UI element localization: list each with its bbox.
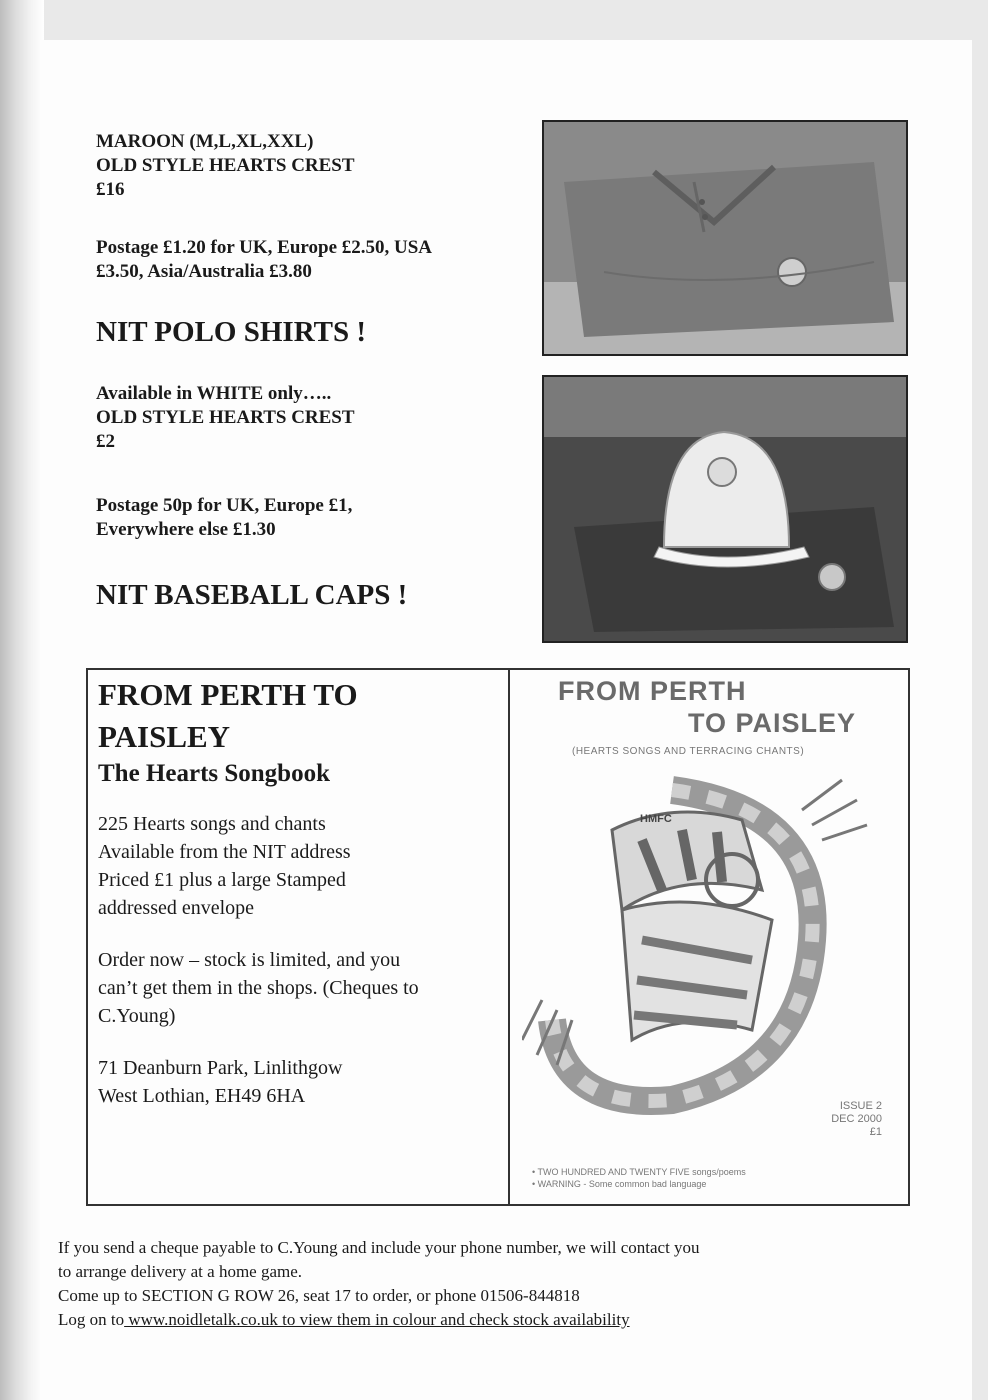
footer-line4-prefix: Log on to <box>58 1310 125 1329</box>
binding-edge <box>0 0 44 1400</box>
website-link[interactable]: www.noidletalk.co.uk to view them in colour and check stock availability <box>124 1310 630 1329</box>
folded-polo-shirt-photo-icon <box>544 122 906 354</box>
cover-issue-block <box>812 1100 882 1139</box>
songbook-divider <box>508 670 510 1204</box>
cover-issue: ISSUE 2 <box>839 1100 882 1112</box>
hearts-scarf-illustration-icon <box>522 770 902 1140</box>
songbook-desc-line2: Available from the NIT address <box>98 841 351 863</box>
songbook-address <box>98 1054 498 1110</box>
caps-postage <box>96 494 536 542</box>
songbook-description <box>98 810 498 922</box>
footer-line4 <box>58 1308 958 1332</box>
polo-color-sizes: MAROON (M,L,XL,XXL) <box>96 131 314 152</box>
baseball-cap-photo-icon <box>544 377 906 641</box>
polo-price: £16 <box>96 179 125 200</box>
songbook-order <box>98 946 498 1030</box>
songbook-address-line2: West Lothian, EH49 6HA <box>98 1085 306 1107</box>
polo-postage <box>96 236 536 284</box>
caps-crest: OLD STYLE HEARTS CREST <box>96 407 355 428</box>
cover-date: DEC 2000 <box>831 1113 882 1125</box>
songbook-subtitle: The Hearts Songbook <box>98 760 330 787</box>
songbook-order-line3: C.Young) <box>98 1005 176 1027</box>
caps-details <box>96 382 536 454</box>
cap-photo <box>542 375 908 643</box>
caps-price: £2 <box>96 431 115 452</box>
footer-line2: to arrange delivery at a home game. <box>58 1262 303 1281</box>
scarf-text: HMFC <box>640 813 672 825</box>
caps-postage-line1: Postage 50p for UK, Europe £1, <box>96 495 353 516</box>
songbook-ad <box>86 668 910 1206</box>
footer <box>58 1236 958 1332</box>
footer-line3: Come up to SECTION G ROW 26, seat 17 to order, or phone 01506-844818 <box>58 1286 580 1305</box>
caps-headline: NIT BASEBALL CAPS ! <box>96 579 408 611</box>
polo-crest: OLD STYLE HEARTS CREST <box>96 155 355 176</box>
songbook-order-line2: can’t get them in the shops. (Cheques to <box>98 977 419 999</box>
songbook-title-line1: FROM PERTH TO <box>98 677 358 712</box>
magazine-page <box>40 40 972 1400</box>
caps-availability: Available in WHITE only….. <box>96 383 332 404</box>
songbook-address-line1: 71 Deanburn Park, Linlithgow <box>98 1057 343 1079</box>
polo-postage-line2: £3.50, Asia/Australia £3.80 <box>96 261 312 282</box>
songbook-cover <box>512 670 910 1204</box>
polo-postage-line1: Postage £1.20 for UK, Europe £2.50, USA <box>96 237 433 258</box>
polo-headline: NIT POLO SHIRTS ! <box>96 316 366 348</box>
songbook-order-line1: Order now – stock is limited, and you <box>98 949 401 971</box>
cover-title-line1: FROM PERTH <box>558 676 747 706</box>
songbook-title-line2: PAISLEY <box>98 719 231 754</box>
footer-line1: If you send a cheque payable to C.Young and include your phone number, we will contact you <box>58 1238 700 1257</box>
songbook-desc-line1: 225 Hearts songs and chants <box>98 813 326 835</box>
cover-price: £1 <box>869 1126 882 1138</box>
songbook-desc-line4: addressed envelope <box>98 897 255 919</box>
caps-postage-line2: Everywhere else £1.30 <box>96 519 276 540</box>
songbook-desc-line3: Priced £1 plus a large Stamped <box>98 869 346 891</box>
cover-bullet2: WARNING - Some common bad language <box>537 1179 707 1189</box>
cover-bullet1: TWO HUNDRED AND TWENTY FIVE songs/poems <box>537 1167 746 1177</box>
cover-title-line2: TO PAISLEY <box>688 708 857 738</box>
songbook-text <box>98 674 498 1110</box>
cover-bullets: • TWO HUNDRED AND TWENTY FIVE songs/poems • WARNING - Some common bad language <box>532 1167 746 1189</box>
shirt-photo <box>542 120 908 356</box>
cover-subtitle: (HEARTS SONGS AND TERRACING CHANTS) <box>572 746 805 757</box>
polo-details <box>96 130 536 202</box>
